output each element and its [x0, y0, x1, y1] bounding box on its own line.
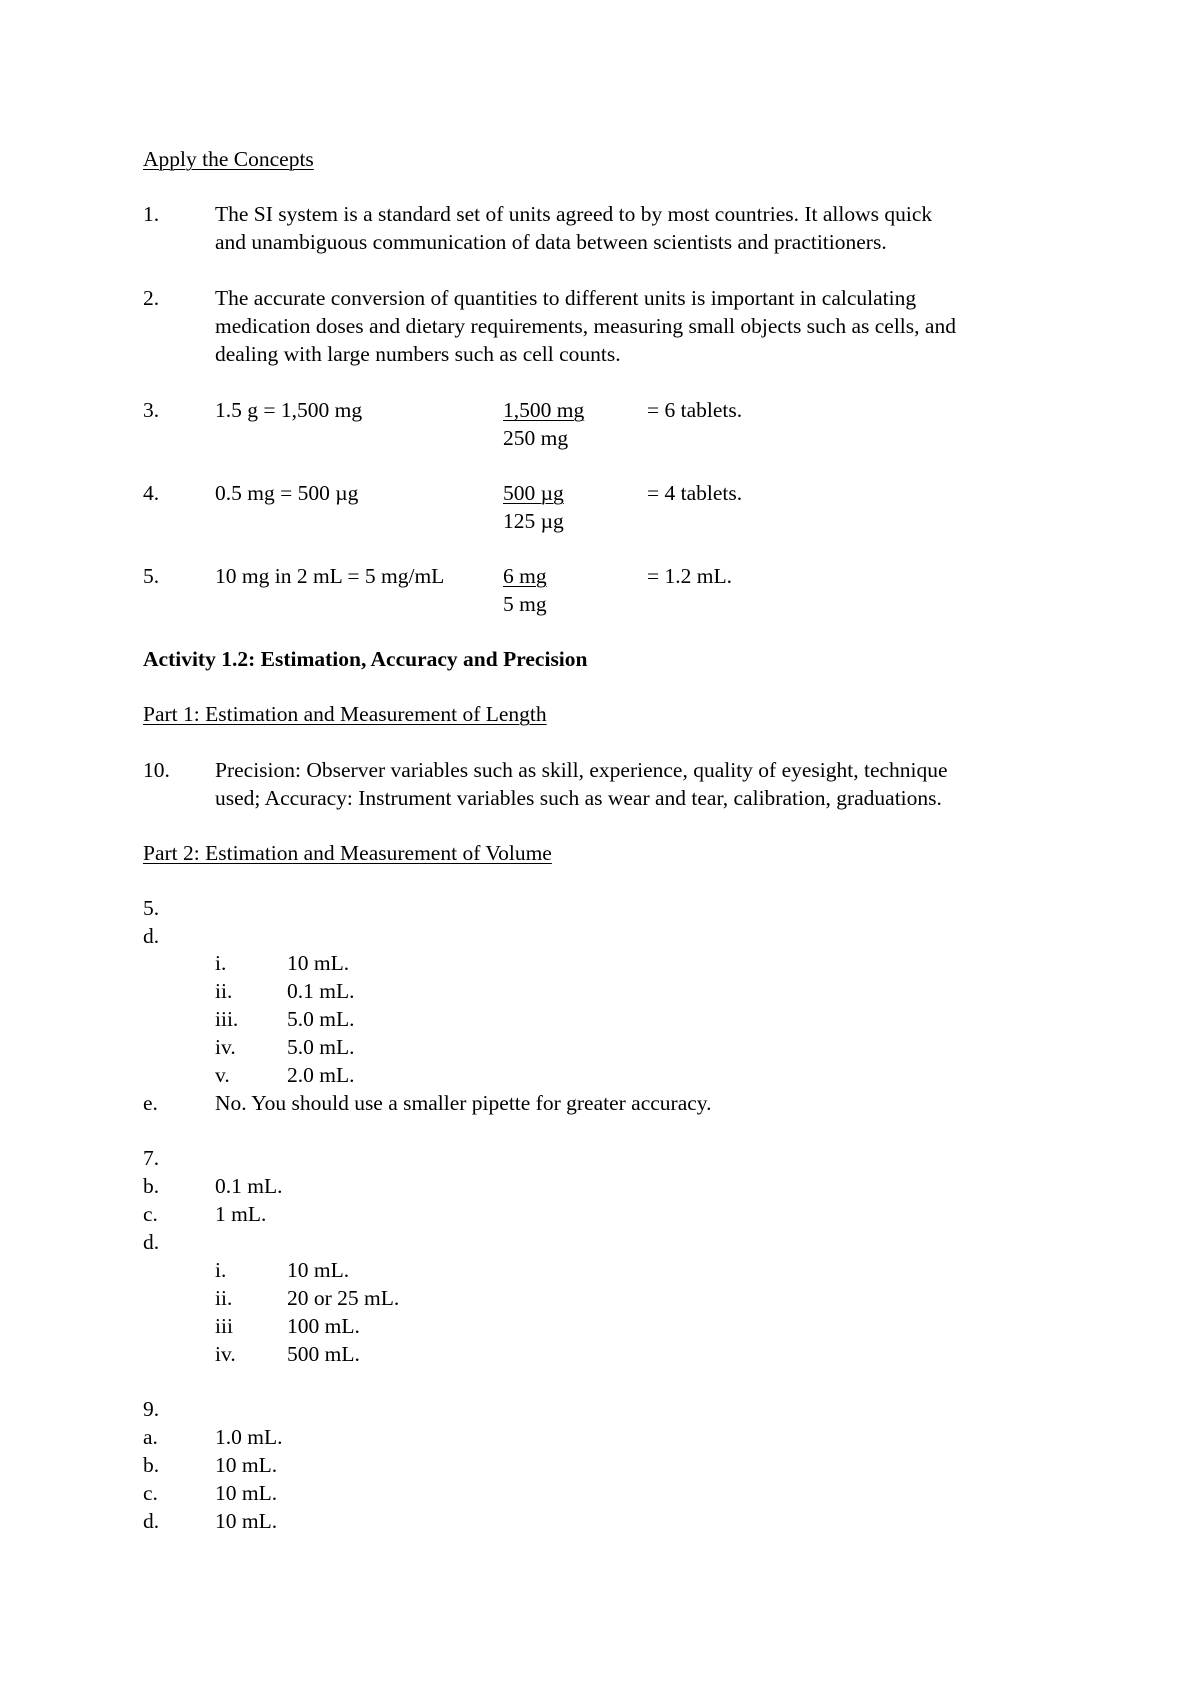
q7-d-iv-value: 500 mL.: [287, 1342, 360, 1366]
q7-c-text: 1 mL.: [215, 1202, 267, 1226]
calc-3-given: 1.5 g = 1,500 mg: [215, 398, 363, 422]
q7-d-i-label: i.: [215, 1258, 227, 1282]
item-1-number: 1.: [143, 202, 160, 226]
q7-d-i-value: 10 mL.: [287, 1258, 350, 1282]
item-1-line-1: The SI system is a standard set of units agreed to by most countries. It allows quick: [215, 202, 933, 226]
calc-3-denominator: 250 mg: [503, 426, 569, 450]
q9-c-label: c.: [143, 1481, 158, 1505]
q9-b-label: b.: [143, 1453, 160, 1477]
activity-heading: Activity 1.2: Estimation, Accuracy and Precision: [143, 647, 588, 671]
q9-c-value: 10 mL.: [215, 1481, 278, 1505]
calc-3-number: 3.: [143, 398, 160, 422]
q9-d-label: d.: [143, 1509, 160, 1533]
part-2-heading: Part 2: Estimation and Measurement of Volume: [143, 841, 552, 865]
q5-d-v-value: 2.0 mL.: [287, 1063, 355, 1087]
calc-4-result: = 4 tablets.: [647, 481, 743, 505]
q10-line-2: used; Accuracy: Instrument variables such as wear and tear, calibration, graduations.: [215, 786, 942, 810]
q5-d-i-label: i.: [215, 951, 227, 975]
item-1-line-2: and unambiguous communication of data between scientists and practitioners.: [215, 230, 887, 254]
q5-d-v-label: v.: [215, 1063, 230, 1087]
q5-e-text: No. You should use a smaller pipette for greater accuracy.: [215, 1091, 712, 1115]
q5-d-ii-label: ii.: [215, 979, 233, 1003]
q5-number: 5.: [143, 896, 160, 920]
calc-5-number: 5.: [143, 564, 160, 588]
calc-5-denominator: 5 mg: [503, 592, 547, 616]
q7-number: 7.: [143, 1146, 160, 1170]
part-1-heading: Part 1: Estimation and Measurement of Length: [143, 702, 547, 726]
item-2-number: 2.: [143, 286, 160, 310]
q10-line-1: Precision: Observer variables such as skill, experience, quality of eyesight, technique: [215, 758, 948, 782]
q7-d-iii-value: 100 mL.: [287, 1314, 360, 1338]
q10-number: 10.: [143, 758, 170, 782]
q7-b-text: 0.1 mL.: [215, 1174, 283, 1198]
item-2-line-2: medication doses and dietary requirements, measuring small objects such as cells, and: [215, 314, 956, 338]
calc-3-numerator: 1,500 mg: [503, 398, 585, 422]
calc-5-numerator: 6 mg: [503, 564, 547, 588]
calc-4-number: 4.: [143, 481, 160, 505]
apply-heading: Apply the Concepts: [143, 147, 314, 171]
q7-b-label: b.: [143, 1174, 160, 1198]
item-2-line-3: dealing with large numbers such as cell counts.: [215, 342, 621, 366]
q5-d-iii-label: iii.: [215, 1007, 239, 1031]
q5-d-ii-value: 0.1 mL.: [287, 979, 355, 1003]
q5-d-iii-value: 5.0 mL.: [287, 1007, 355, 1031]
q7-d-iii-label: iii: [215, 1314, 233, 1338]
q9-b-value: 10 mL.: [215, 1453, 278, 1477]
calc-4-given: 0.5 mg = 500 µg: [215, 481, 359, 505]
item-2-line-1: The accurate conversion of quantities to different units is important in calculating: [215, 286, 917, 310]
q7-c-label: c.: [143, 1202, 158, 1226]
q5-d-i-value: 10 mL.: [287, 951, 350, 975]
calc-5-result: = 1.2 mL.: [647, 564, 732, 588]
q9-a-value: 1.0 mL.: [215, 1425, 283, 1449]
calc-4-numerator: 500 µg: [503, 481, 564, 505]
q9-number: 9.: [143, 1397, 160, 1421]
q7-d-ii-value: 20 or 25 mL.: [287, 1286, 400, 1310]
q5-d-iv-value: 5.0 mL.: [287, 1035, 355, 1059]
q5-d-iv-label: iv.: [215, 1035, 236, 1059]
q7-d-iv-label: iv.: [215, 1342, 236, 1366]
calc-3-result: = 6 tablets.: [647, 398, 743, 422]
q7-d-label: d.: [143, 1230, 160, 1254]
q5-d-label: d.: [143, 924, 160, 948]
q9-a-label: a.: [143, 1425, 158, 1449]
calc-4-denominator: 125 µg: [503, 509, 564, 533]
q5-e-label: e.: [143, 1091, 158, 1115]
calc-5-given: 10 mg in 2 mL = 5 mg/mL: [215, 564, 445, 588]
q7-d-ii-label: ii.: [215, 1286, 233, 1310]
q9-d-value: 10 mL.: [215, 1509, 278, 1533]
